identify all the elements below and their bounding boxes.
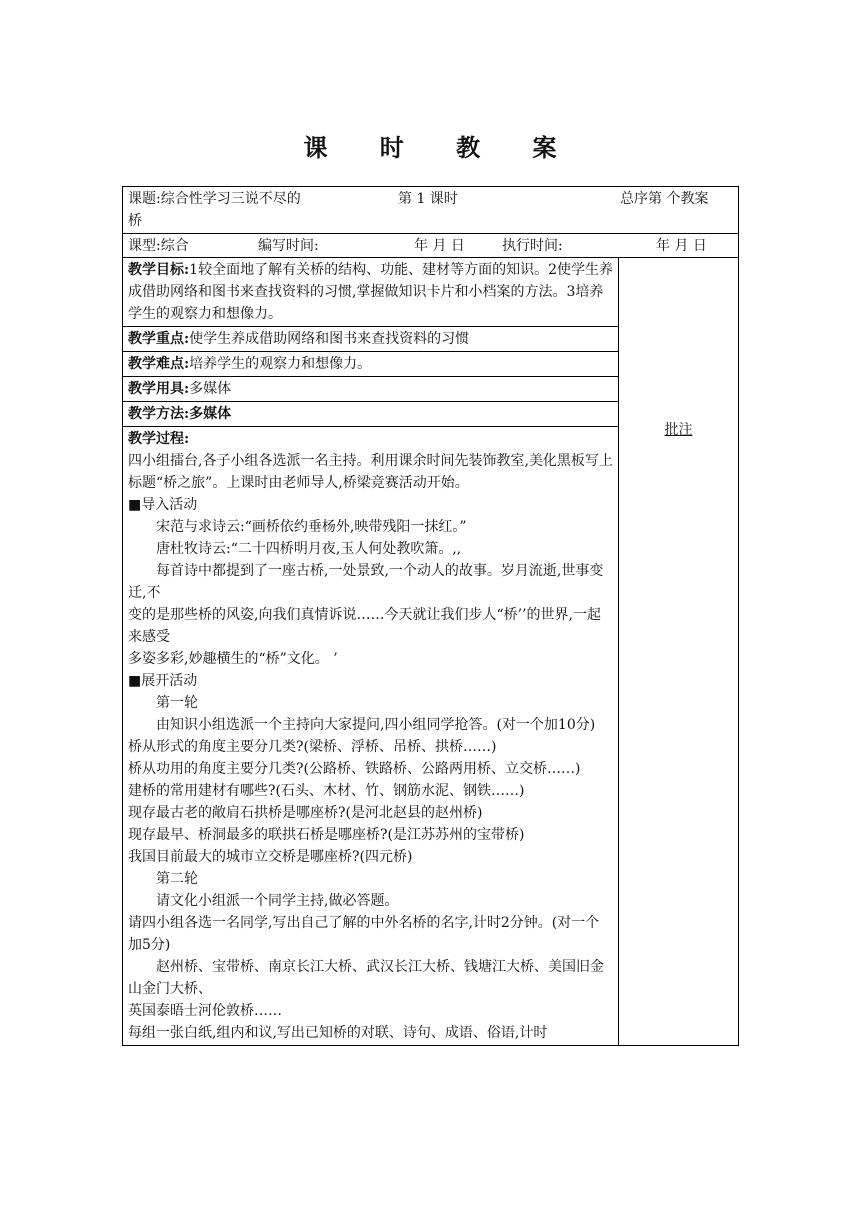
goal-cell: 教学目标:1较全面地了解有关桥的结构、功能、建材等方面的知识。2使学生养成借助网络和图书来查找资料的习惯,掌握做知识卡片和小档案的方法。3培养学生的观察力和想像力。 bbox=[123, 258, 619, 327]
page-title: 课 时 教 案 bbox=[303, 133, 579, 162]
section-heading-activity: ■展开活动 bbox=[128, 673, 198, 689]
lesson-type: 课型:综合 bbox=[128, 238, 189, 254]
round-heading: 第二轮 bbox=[156, 871, 198, 887]
goal-text: 1较全面地了解有关桥的结构、功能、建材等方面的知识。2使学生养成借助网络和图书来查找资料的习惯,掌握做知识卡片和小档案的方法。3培养学生的观察力和想像力。 bbox=[128, 262, 613, 322]
annotation-column bbox=[619, 258, 739, 1046]
focus-label: 教学重点 bbox=[128, 331, 184, 347]
process-cell: 教学过程: 四小组擂台,各子小组各选派一名主持。利用课余时间先装饰教室,美化黑板写上 标题“桥之旅”。上课时由老师导人,桥梁竞赛活动开始。 ■导入活动 宋范与求诗云:“画桥依约垂杨外,映带残阳一抹红。” 唐杜牧诗云:“二十四桥明月夜,玉人何处教吹箫。,, 每首诗中都提到了一座古桥,一处景致,一个动人的故事。岁月流逝,世事变迁,不 变的是那些桥的风姿,向我们真情诉说……今天就让我们步人“桥’’的世界,一起来感受 多姿多彩,妙趣横生的“桥”文化。 ’ ■展开活动 第一轮 由知识小组选派一个主持向大家提问,四小组同学抢答。(对一个加10分) 桥从形式的角度主要分几类?(梁桥、浮桥、吊桥、拱桥……) 桥从功用的角度主要分几类?(公路桥、铁路桥、公路两用桥、立交桥……) 建桥的常用建材有哪些?(石头、木材、竹、钢筋水泥、钢铁……) 现存最古老的敞肩石拱桥是哪座桥?(是河北赵县的赵州桥) 现存最早、桥洞最多的联拱石桥是哪座桥?(是江苏苏州的宝带桥) 我国目前最大的城市立交桥是哪座桥?(四元桥) 第二轮 请文化小组派一个同学主持,做必答题。 请四小组各选一名同学,写出自己了解的中外名桥的名字,计时2分钟。(对一个加5分) 赵州桥、宝带桥、南京长江大桥、武汉长江大桥、钱塘江大桥、美国旧金山金门大桥、 英国泰晤士河伦敦桥…… 每组一张白纸,组内和议,写出已知桥的对联、诗句、成语、俗语,计时 bbox=[123, 427, 619, 1046]
process-label: 教学过程 bbox=[128, 431, 184, 447]
lesson-plan-table bbox=[122, 186, 739, 1046]
tools-label: 教学用具 bbox=[128, 381, 184, 397]
lesson-number: 第 1 课时 bbox=[398, 191, 458, 207]
write-date: 年 月 日 bbox=[414, 238, 465, 254]
process-line: 每组一张白纸,组内和议,写出已知桥的对联、诗句、成语、俗语,计时 bbox=[128, 1025, 548, 1041]
tools-text: 多媒体 bbox=[189, 381, 232, 397]
process-line: 我国目前最大的城市立交桥是哪座桥?(四元桥) bbox=[128, 849, 413, 865]
process-line: 现存最早、桥洞最多的联拱石桥是哪座桥?(是江苏苏州的宝带桥) bbox=[128, 827, 525, 843]
method-text: 多媒体 bbox=[189, 406, 232, 422]
process-line: 现存最古老的敞肩石拱桥是哪座桥?(是河北赵县的赵州桥) bbox=[128, 805, 483, 821]
section-heading-intro: ■导入活动 bbox=[128, 497, 198, 513]
tools-cell: 教学用具:多媒体 bbox=[123, 377, 619, 402]
process-line: 每首诗中都提到了一座古桥,一处景致,一个动人的故事。岁月流逝,世事变迁,不 bbox=[128, 563, 604, 601]
process-line: 变的是那些桥的风姿,向我们真情诉说……今天就让我们步人“桥’’的世界,一起来感受 bbox=[128, 607, 601, 645]
topic-label: 课题:综合性学习三说不尽的 bbox=[128, 191, 301, 207]
goal-label: 教学目标 bbox=[128, 262, 184, 278]
difficulty-cell: 教学难点:培养学生的观察力和想像力。 bbox=[123, 352, 619, 377]
process-line: 宋范与求诗云:“画桥依约垂杨外,映带残阳一抹红。” bbox=[156, 519, 467, 535]
exec-date: 年 月 日 bbox=[656, 238, 707, 254]
write-time-label: 编写时间: bbox=[258, 238, 319, 254]
topic-row bbox=[123, 187, 739, 234]
focus-text: 使学生养成借助网络和图书来查找资料的习惯 bbox=[189, 331, 470, 347]
process-line: 赵州桥、宝带桥、南京长江大桥、武汉长江大桥、钱塘江大桥、美国旧金山金门大桥、 bbox=[128, 959, 604, 997]
process-line: 建桥的常用建材有哪些?(石头、木材、竹、钢筋水泥、钢铁……) bbox=[128, 783, 525, 799]
focus-cell: 教学重点:使学生养成借助网络和图书来查找资料的习惯 bbox=[123, 327, 619, 352]
process-line: 由知识小组选派一个主持向大家提问,四小组同学抢答。(对一个加10分) bbox=[156, 717, 596, 733]
process-line: 唐杜牧诗云:“二十四桥明月夜,玉人何处教吹箫。,, bbox=[156, 541, 462, 557]
process-line: 四小组擂台,各子小组各选派一名主持。利用课余时间先装饰教室,美化黑板写上 bbox=[128, 453, 613, 469]
process-line: 请文化小组派一个同学主持,做必答题。 bbox=[156, 893, 399, 909]
process-line: 桥从功用的角度主要分几类?(公路桥、铁路桥、公路两用桥、立交桥……) bbox=[128, 761, 581, 777]
process-line: 桥从形式的角度主要分几类?(梁桥、浮桥、吊桥、拱桥……) bbox=[128, 739, 497, 755]
method-label: 教学方法 bbox=[128, 406, 184, 422]
process-line: 请四小组各选一名同学,写出自己了解的中外名桥的名字,计时2分钟。(对一个加5分) bbox=[128, 915, 600, 953]
annotation-label: 批注 bbox=[664, 422, 693, 438]
difficulty-label: 教学难点 bbox=[128, 356, 184, 372]
process-line: 多姿多彩,妙趣横生的“桥”文化。 ’ bbox=[128, 651, 338, 667]
type-row bbox=[123, 234, 739, 258]
process-line: 英国泰晤士河伦敦桥…… bbox=[128, 1003, 282, 1019]
process-line: 标题“桥之旅”。上课时由老师导人,桥梁竞赛活动开始。 bbox=[128, 475, 469, 491]
method-cell: 教学方法:多媒体 bbox=[123, 402, 619, 427]
exec-time-label: 执行时间: bbox=[502, 238, 563, 254]
round-heading: 第一轮 bbox=[156, 695, 198, 711]
difficulty-text: 培养学生的观察力和想像力。 bbox=[189, 356, 372, 372]
topic-continued: 桥 bbox=[128, 213, 142, 229]
total-sequence: 总序第 个教案 bbox=[620, 191, 709, 207]
